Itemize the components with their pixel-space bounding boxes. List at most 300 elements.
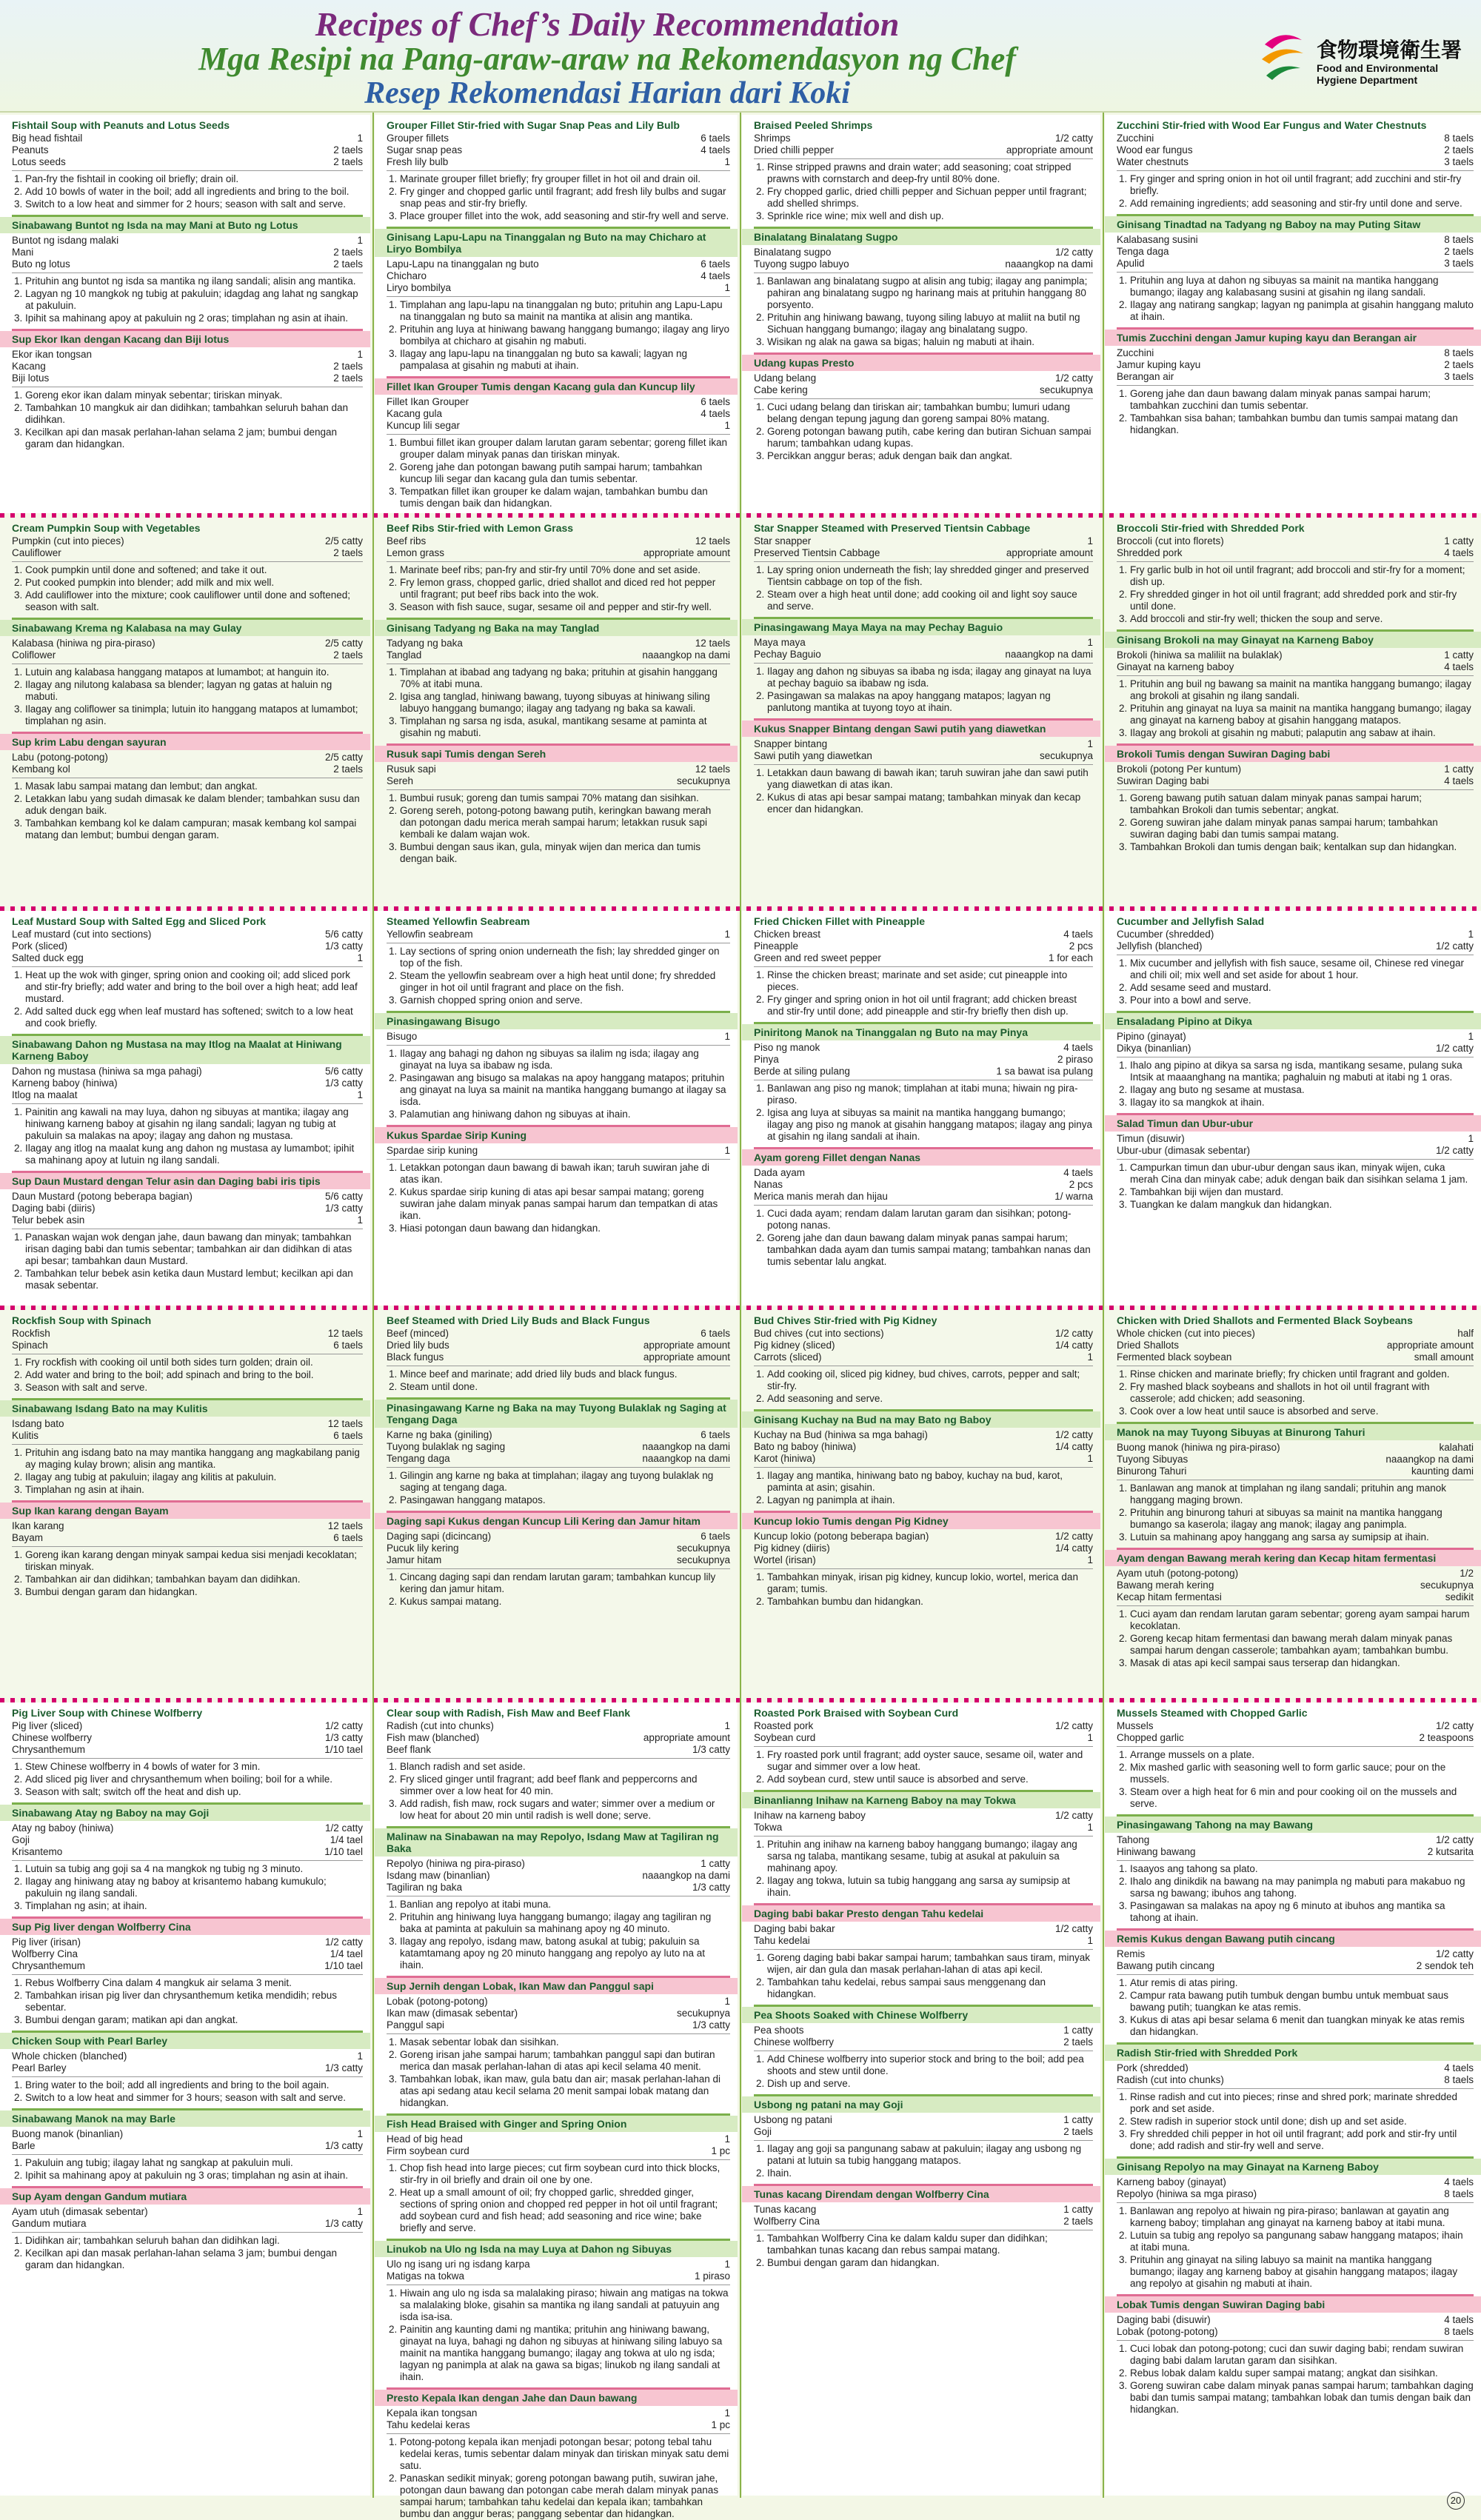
ingredient-name: Fresh lily bulb bbox=[387, 156, 449, 167]
ingredient-list bbox=[1117, 1442, 1474, 1477]
ingredient-list bbox=[12, 235, 363, 270]
ingredient-list bbox=[387, 1720, 730, 1756]
ingredient-row bbox=[754, 2216, 1093, 2227]
method-step: 1. Marinate grouper fillet briefly; fry grouper fillet in hot oil and drain oil. bbox=[400, 173, 730, 185]
ingredient-row bbox=[387, 408, 730, 420]
ingredient-row bbox=[387, 1351, 730, 1363]
recipe-title: Binanlianng Inihaw na Karneng Baboy na may Tokwa bbox=[742, 1792, 1100, 1808]
divider bbox=[387, 561, 730, 562]
method-steps bbox=[1117, 2343, 1474, 2416]
method-steps bbox=[387, 1162, 730, 1234]
recipe-block bbox=[1117, 2042, 1474, 2152]
ingredient-row bbox=[387, 1145, 730, 1157]
ingredient-row bbox=[387, 420, 730, 432]
method-step: 2. Heat up a small amount of oil; fry chopped garlic, shredded ginger, sections of spring onion and chopped red pepper in hot oil until fragrant; add soybean curd and fish head; add seasoning and rice wine; bake briefly and serve. bbox=[400, 2187, 730, 2234]
recipe-title: Sup Ayam dengan Gandum mutiara bbox=[0, 2188, 370, 2205]
recipe-cell bbox=[375, 1310, 738, 1698]
recipe-cell bbox=[742, 1310, 1100, 1698]
ingredient-row bbox=[1117, 1351, 1474, 1363]
ingredient-quantity: 5/6 catty bbox=[324, 1066, 363, 1077]
ingredient-row bbox=[1117, 1328, 1474, 1340]
ingredient-name: Barle bbox=[12, 2140, 36, 2151]
method-step: 1. Heat up the wok with ginger, spring onion and cooking oil; add sliced pork and stir-fry briefly; add water and bring to the boil over a high heat; add leaf mustard. bbox=[25, 969, 363, 1005]
recipe-title: Ginisang Lapu-Lapu na Tinanggalan ng Buto na may Chicharo at Liryo Bombilya bbox=[375, 229, 738, 257]
recipe-block bbox=[12, 215, 363, 324]
ingredient-quantity: secukupnya bbox=[676, 1554, 730, 1565]
method-step: 2. Goreng sereh, potong-potong bawang putih, keringkan bawang merah dan potongan dadu merica merah sampai harum; letakkan rusuk sapi kembali ke dalam wajan wok. bbox=[400, 805, 730, 840]
ingredient-row bbox=[12, 1520, 363, 1532]
ingredient-quantity: 1/2 catty bbox=[324, 1822, 363, 1834]
method-step: 1. Prituhin ang luya at dahon ng sibuyas sa mainit na mantika hanggang bumango; ilagay ang kalabasang susini at gisahin ng ilang sandali. bbox=[1130, 275, 1474, 298]
recipe-title: Ginisang Tadyang ng Baka na may Tanglad bbox=[375, 620, 738, 636]
ingredient-quantity: 2/5 catty bbox=[324, 535, 363, 547]
ingredient-row bbox=[387, 396, 730, 408]
ingredient-row bbox=[12, 349, 363, 361]
method-step: 1. Goreng ikan karang dengan minyak sampai kedua sisi menjadi kecoklatan; tiriskan minyak. bbox=[25, 1549, 363, 1573]
divider bbox=[12, 1444, 363, 1445]
ingredient-quantity: 4 taels bbox=[1444, 661, 1474, 672]
ingredient-row bbox=[1117, 1031, 1474, 1043]
ingredient-list bbox=[12, 1936, 363, 1972]
method-step: 2. Fry sliced ginger until fragrant; add beef flank and peppercorns and simmer over a low heat for 40 min. bbox=[400, 1774, 730, 1797]
divider bbox=[387, 1045, 730, 1046]
method-steps bbox=[1117, 564, 1474, 625]
method-step: 1. Cuci udang belang dan tiriskan air; tambahkan bumbu; lumuri udang belang dengan tepung jagung dan goreng sampai 80% matang. bbox=[767, 401, 1093, 425]
ingredient-row bbox=[754, 1328, 1093, 1340]
recipe-block bbox=[12, 732, 363, 841]
method-steps bbox=[12, 390, 363, 450]
ingredient-list bbox=[387, 2259, 730, 2282]
ingredient-row bbox=[12, 1214, 363, 1226]
recipe-block bbox=[754, 352, 1093, 462]
ingredient-name: Berde at siling pulang bbox=[754, 1066, 850, 1077]
ingredient-row bbox=[1117, 649, 1474, 661]
method-step: 3. Switch to a low heat and simmer for 2 hours; season with salt and serve. bbox=[25, 198, 363, 210]
ingredient-name: Star snapper bbox=[754, 535, 812, 547]
ingredient-row bbox=[1117, 1720, 1474, 1732]
ingredient-quantity: appropriate amount bbox=[643, 1340, 730, 1351]
ingredient-quantity: 1 bbox=[357, 235, 363, 246]
ingredient-quantity: 1/4 catty bbox=[1054, 1340, 1093, 1351]
recipe-block bbox=[387, 1976, 730, 2109]
method-step: 3. Ilagay ang repolyo, isdang maw, batong asukal at tubig; pakuluin sa katamtamang apoy ng 20 minuto hanggang ang repolyo ay luto na at ihain. bbox=[400, 1936, 730, 1971]
department-name-line-1: Food and Environmental bbox=[1317, 62, 1439, 74]
method-step: 2. Steam the yellowfin seabream over a high heat until done; fry shredded ginger in hot oil until fragrant and place on the fish. bbox=[400, 970, 730, 994]
ingredient-row bbox=[754, 1054, 1093, 1066]
ingredient-name: Inihaw na karneng baboy bbox=[754, 1810, 866, 1821]
method-step: 1. Lay spring onion underneath the fish; lay shredded ginger and preserved Tientsin cabbage on top of the fish. bbox=[767, 564, 1093, 588]
method-step: 3. Kukus di atas api besar selama 6 menit dan tuangkan minyak ke atas remis dan hidangkan. bbox=[1130, 2014, 1474, 2038]
ingredient-list bbox=[1117, 535, 1474, 559]
ingredient-name: Black fungus bbox=[387, 1351, 444, 1363]
ingredient-row bbox=[12, 1066, 363, 1077]
ingredient-list bbox=[1117, 2176, 1474, 2200]
recipe-block bbox=[754, 119, 1093, 222]
method-steps bbox=[12, 2235, 363, 2271]
method-step: 3. Tambahkan Brokoli dan tumis dengan baik; kentalkan sup dan hidangkan. bbox=[1130, 841, 1474, 853]
recipe-block bbox=[1117, 743, 1474, 853]
method-step: 2. Fry mashed black soybeans and shallots in hot oil until fragrant with casserole; add chicken; add seasoning. bbox=[1130, 1381, 1474, 1405]
recipe-title: Rockfish Soup with Spinach bbox=[12, 1314, 152, 1326]
method-step: 3. Bumbui dengan garam dan hidangkan. bbox=[25, 1586, 363, 1598]
method-steps bbox=[12, 1761, 363, 1798]
ingredient-quantity: 3 taels bbox=[1444, 258, 1474, 269]
method-step: 1. Bumbui fillet ikan grouper dalam larutan garam sebentar; goreng fillet ikan grouper dalam minyak panas dan tiriskan minyak. bbox=[400, 437, 730, 461]
method-steps bbox=[12, 1231, 363, 1291]
ingredient-list bbox=[387, 1858, 730, 1894]
ingredient-row bbox=[387, 258, 730, 270]
ingredient-quantity: 6 taels bbox=[701, 1328, 730, 1339]
ingredient-list bbox=[387, 1531, 730, 1566]
ingredient-name: Chopped garlic bbox=[1117, 1732, 1184, 1743]
ingredient-name: Nanas bbox=[754, 1179, 783, 1190]
ingredient-quantity: 6 taels bbox=[701, 396, 730, 407]
method-step: 3. Pasingawan sa malakas na apoy ng 6 minuto at ibuhos ang mantika sa tahong at ihain. bbox=[1130, 1900, 1474, 1924]
ingredient-list bbox=[1117, 347, 1474, 383]
method-step: 3. Timplahan ng sarsa ng isda, asukal, mantikang sesame at paminta at gisahin ng mabuti. bbox=[400, 715, 730, 739]
ingredient-quantity: 8 taels bbox=[1444, 2188, 1474, 2199]
method-step: 2. Steam until done. bbox=[400, 1381, 730, 1393]
ingredient-row bbox=[1117, 347, 1474, 359]
ingredient-row bbox=[387, 282, 730, 294]
ingredient-quantity: 1/4 tael bbox=[330, 1948, 363, 1959]
ingredient-row bbox=[12, 235, 363, 247]
ingredient-row bbox=[12, 535, 363, 547]
ingredient-row bbox=[754, 940, 1093, 952]
ingredient-row bbox=[12, 638, 363, 649]
method-step: 1. Bring water to the boil; add all ingredients and bring to the boil again. bbox=[25, 2079, 363, 2091]
ingredient-row bbox=[12, 649, 363, 661]
ingredient-row bbox=[1117, 2314, 1474, 2326]
ingredient-quantity: 2 taels bbox=[333, 372, 363, 384]
ingredient-name: Kacang gula bbox=[387, 408, 443, 419]
recipe-block bbox=[1117, 214, 1474, 323]
recipe-title: Fried Chicken Fillet with Pineapple bbox=[754, 915, 926, 927]
ingredient-list bbox=[12, 1328, 363, 1351]
recipe-block bbox=[12, 2108, 363, 2182]
ingredient-name: Pineapple bbox=[754, 940, 799, 952]
recipe-title: Kukus Spardae Sirip Kuning bbox=[375, 1127, 738, 1143]
ingredient-row bbox=[754, 952, 1093, 964]
method-steps bbox=[754, 1368, 1093, 1405]
ingredient-name: Bato ng baboy (hiniwa) bbox=[754, 1441, 857, 1452]
ingredient-name: Dada ayam bbox=[754, 1167, 806, 1178]
ingredient-quantity: 4 taels bbox=[1444, 2314, 1474, 2325]
ingredient-name: Kuncup lokio (potong beberapa bagian) bbox=[754, 1531, 929, 1542]
ingredient-quantity: 1/2 catty bbox=[324, 1936, 363, 1948]
recipe-title: Sup Ekor Ikan dengan Kacang dan Biji lotus bbox=[0, 331, 370, 347]
method-steps bbox=[754, 969, 1093, 1017]
recipe-block bbox=[387, 119, 730, 222]
method-step: 2. Prituhin ang binurong tahuri at sibuyas sa mainit na mantika hanggang bumango sa kaserola; ilagay ang manok; ilagay ang panimpla. bbox=[1130, 1507, 1474, 1531]
ingredient-name: Bawang merah kering bbox=[1117, 1580, 1214, 1591]
ingredient-name: Ikan maw (dimasak sebentar) bbox=[387, 2008, 518, 2019]
ingredient-name: Jamur kuping kayu bbox=[1117, 359, 1201, 370]
recipe-title: Fish Head Braised with Ginger and Spring Onion bbox=[375, 2116, 738, 2132]
ingredient-name: Tuyong bulaklak ng saging bbox=[387, 1441, 506, 1452]
ingredient-row bbox=[387, 2019, 730, 2031]
method-step: 2. Fry shredded ginger in hot oil until fragrant; add shredded pork and stir-fry until done. bbox=[1130, 589, 1474, 612]
recipe-block bbox=[12, 2031, 363, 2104]
ingredient-name: Udang belang bbox=[754, 372, 817, 384]
ingredient-quantity: 1 bbox=[724, 1031, 730, 1042]
ingredient-list bbox=[754, 1720, 1093, 1744]
ingredient-quantity: appropriate amount bbox=[1386, 1340, 1474, 1351]
recipe-title: Leaf Mustard Soup with Salted Egg and Sliced Pork bbox=[12, 915, 267, 927]
method-steps bbox=[754, 2053, 1093, 2090]
divider bbox=[12, 1860, 363, 1861]
ingredient-row bbox=[1117, 144, 1474, 156]
ingredient-name: Pea shoots bbox=[754, 2025, 804, 2036]
ingredient-row bbox=[12, 1430, 363, 1442]
ingredient-row bbox=[1117, 1846, 1474, 1858]
ingredient-row bbox=[387, 2270, 730, 2282]
ingredient-quantity: 6 taels bbox=[701, 258, 730, 270]
divider bbox=[754, 1467, 1093, 1468]
ingredient-quantity: 1 bbox=[1468, 929, 1474, 940]
ingredient-quantity: 1 for each bbox=[1048, 952, 1093, 963]
method-step: 1. Banlawan ang repolyo at hiwain ng pira-piraso; banlawan at gayatin ang karneng baboy; timplahan ang ginayat na karneng baboy at itabi muna. bbox=[1130, 2205, 1474, 2229]
ingredient-row bbox=[12, 1834, 363, 1846]
ingredient-name: Kacang bbox=[12, 361, 46, 372]
method-step: 1. Prituhin ang isdang bato na may mantika hanggang ang magkabilang panig ay maging kulay brown; alisin ang mantika. bbox=[25, 1447, 363, 1471]
ingredient-row bbox=[1117, 2326, 1474, 2338]
method-step: 1. Cincang daging sapi dan rendam larutan garam; tambahkan kuncup lily kering dan jamur hitam. bbox=[400, 1571, 730, 1595]
ingredient-name: Gandum mutiara bbox=[12, 2218, 87, 2229]
method-steps bbox=[387, 299, 730, 372]
method-step: 2. Ilagay ang tokwa, lutuin sa tubig hanggang ang sarsa ay sumipsip at ihain. bbox=[767, 1875, 1093, 1899]
ingredient-name: Goji bbox=[12, 1834, 30, 1845]
method-steps bbox=[387, 2162, 730, 2234]
ingredient-quantity: 1/3 catty bbox=[324, 1732, 363, 1743]
method-steps bbox=[12, 1549, 363, 1598]
recipe-cell bbox=[1105, 518, 1481, 906]
ingredient-row bbox=[754, 1453, 1093, 1465]
ingredient-quantity: 1 bbox=[724, 2407, 730, 2419]
method-step: 1. Fry garlic bulb in hot oil until fragrant; add broccoli and stir-fry for a moment; dish up. bbox=[1130, 564, 1474, 588]
ingredient-list bbox=[12, 535, 363, 559]
ingredient-name: Karot (hiniwa) bbox=[754, 1453, 816, 1464]
recipe-block bbox=[387, 522, 730, 613]
method-step: 2. Prituhin ang hiniwang luya hanggang bumango; ilagay ang tagiliran ng baka at paminta at pakuluin sa mahinang apoy ng 40 minuto. bbox=[400, 1911, 730, 1935]
ingredient-row bbox=[387, 1870, 730, 1882]
recipe-block bbox=[754, 718, 1093, 815]
ingredient-row bbox=[387, 775, 730, 787]
method-step: 3. Tambahkan lobak, ikan maw, gula batu dan air; masak perlahan-lahan di atas api sedang atau kecil selama 20 menit sampai lobak matang dan hidangkan. bbox=[400, 2073, 730, 2109]
recipe-block bbox=[754, 2094, 1093, 2179]
method-step: 1. Stew Chinese wolfberry in 4 bowls of water for 3 min. bbox=[25, 1761, 363, 1773]
ingredient-name: Leaf mustard (cut into sections) bbox=[12, 929, 152, 940]
ingredient-name: Pig liver (sliced) bbox=[12, 1720, 83, 1731]
ingredient-quantity: 5/6 catty bbox=[324, 929, 363, 940]
divider bbox=[1117, 789, 1474, 790]
ingredient-row bbox=[12, 144, 363, 156]
ingredient-list bbox=[754, 1167, 1093, 1203]
method-steps bbox=[754, 1749, 1093, 1785]
title-indonesian: Resep Rekomendasi Harian dari Koki bbox=[364, 76, 850, 110]
ingredient-quantity: 1 piraso bbox=[694, 2270, 730, 2282]
ingredient-name: Chinese wolfberry bbox=[754, 2036, 835, 2048]
ingredient-row bbox=[387, 1858, 730, 1870]
method-step: 3. Ilagay ang brokoli at gisahin ng mabuti; palaputin ang sabaw at ihain. bbox=[1130, 727, 1474, 739]
method-step: 3. Ilagay ito sa mangkok at ihain. bbox=[1130, 1097, 1474, 1109]
method-step: 1. Rinse the chicken breast; marinate and set aside; cut pineapple into pieces. bbox=[767, 969, 1093, 993]
ingredient-quantity: 1 bbox=[724, 1996, 730, 2007]
ingredient-name: Binalatang sugpo bbox=[754, 247, 832, 258]
method-step: 3. Ilagay ang lapu-lapu na tinanggalan ng buto sa kawali; lagyan ng pampalasa at gisahin ng mabuti at ihain. bbox=[400, 348, 730, 372]
method-step: 2. Goreng potongan bawang putih, cabe kering dan butiran Sichuan sampai harum; tambahkan udang kupas. bbox=[767, 426, 1093, 449]
ingredient-row bbox=[754, 929, 1093, 940]
method-step: 2. Kukus di atas api besar sampai matang; tambahkan minyak dan kecap encer dan hidangkan. bbox=[767, 792, 1093, 815]
ingredient-list bbox=[754, 929, 1093, 964]
ingredient-quantity: naaangkop na dami bbox=[642, 1870, 730, 1881]
divider bbox=[754, 1949, 1093, 1950]
ingredient-name: Big head fishtail bbox=[12, 133, 83, 144]
ingredient-name: Beef flank bbox=[387, 1744, 432, 1755]
ingredient-quantity: secukupnya bbox=[676, 2008, 730, 2019]
ingredient-row bbox=[12, 1948, 363, 1960]
ingredient-name: Shredded pork bbox=[1117, 547, 1183, 558]
method-step: 1. Atur remis di atas piring. bbox=[1130, 1977, 1474, 1989]
method-step: 3. Add radish, fish maw, rock sugars and water; simmer over a medium or low heat for about 20 min until radish is well done; serve. bbox=[400, 1798, 730, 1822]
ingredient-row bbox=[1117, 1043, 1474, 1055]
recipe-block bbox=[754, 1707, 1093, 1785]
ingredient-list bbox=[1117, 1031, 1474, 1055]
recipe-title: Steamed Yellowfin Seabream bbox=[387, 915, 530, 927]
ingredient-quantity: kalahati bbox=[1439, 1442, 1474, 1453]
ingredient-quantity: 6 taels bbox=[701, 133, 730, 144]
ingredient-row bbox=[12, 1418, 363, 1430]
ingredient-quantity: 1/3 catty bbox=[324, 2140, 363, 2151]
ingredient-quantity: 1 catty bbox=[1063, 2025, 1093, 2036]
ingredient-row bbox=[12, 2128, 363, 2140]
recipe-block bbox=[1117, 1928, 1474, 2038]
ingredient-name: Ayam utuh (potong-potong) bbox=[1117, 1568, 1239, 1579]
ingredient-name: Pig kidney (diiris) bbox=[754, 1543, 830, 1554]
method-steps bbox=[387, 1571, 730, 1608]
ingredient-name: Whole chicken (cut into pieces) bbox=[1117, 1328, 1255, 1339]
ingredient-name: Coliflower bbox=[12, 649, 56, 661]
ingredient-name: Suwiran Daging babi bbox=[1117, 775, 1209, 786]
ingredient-row bbox=[1117, 2176, 1474, 2188]
ingredient-quantity: 2 taels bbox=[1444, 359, 1474, 370]
ingredient-name: Kuncup lili segar bbox=[387, 420, 461, 431]
ingredient-name: Buto ng lotus bbox=[12, 258, 70, 270]
ingredient-quantity: 6 taels bbox=[333, 1430, 363, 1441]
ingredient-name: Ulo ng isang uri ng isdang karpa bbox=[387, 2259, 530, 2270]
recipe-block bbox=[387, 1511, 730, 1608]
ingredient-name: Pig liver (irisan) bbox=[12, 1936, 81, 1948]
ingredient-quantity: naaangkop na dami bbox=[1385, 1454, 1474, 1465]
ingredient-name: Karne ng baka (giniling) bbox=[387, 1429, 492, 1440]
recipe-title: Daging babi bakar Presto dengan Tahu kedelai bbox=[742, 1905, 1100, 1922]
method-step: 2. Add salted duck egg when leaf mustard has softened; switch to a low heat and cook briefly. bbox=[25, 1006, 363, 1029]
ingredient-quantity: 1 bbox=[1087, 1453, 1093, 1464]
ingredient-name: Labu (potong-potong) bbox=[12, 752, 108, 763]
method-step: 2. Igisa ang tanglad, hiniwang bawang, tuyong sibuyas at hiniwang siling labuyo hanggang bumango; ilagay ang tadyang ng baka sa kawali. bbox=[400, 691, 730, 715]
ingredient-quantity: 4 taels bbox=[1063, 1042, 1093, 1053]
ingredient-name: Broccoli (cut into florets) bbox=[1117, 535, 1224, 547]
ingredient-row bbox=[12, 763, 363, 775]
method-step: 1. Banlawan ang piso ng manok; timplahan at itabi muna; hiwain ng pira-piraso. bbox=[767, 1083, 1093, 1106]
ingredient-quantity: 1/2 catty bbox=[1054, 1328, 1093, 1339]
ingredient-list bbox=[754, 1429, 1093, 1465]
ingredient-list bbox=[1117, 2314, 1474, 2338]
recipe-cell bbox=[375, 911, 738, 1306]
method-step: 1. Goreng ekor ikan dalam minyak sebentar; tiriskan minyak. bbox=[25, 390, 363, 401]
ingredient-quantity: 1/4 catty bbox=[1054, 1441, 1093, 1452]
ingredient-row bbox=[12, 2051, 363, 2062]
ingredient-quantity: 2 taels bbox=[1444, 246, 1474, 257]
recipe-block bbox=[387, 1125, 730, 1234]
method-steps bbox=[754, 161, 1093, 222]
recipe-block bbox=[754, 1022, 1093, 1143]
ingredient-quantity: 1 catty bbox=[1063, 2204, 1093, 2215]
ingredient-quantity: 4 taels bbox=[1063, 1167, 1093, 1178]
divider bbox=[1117, 385, 1474, 386]
ingredient-row bbox=[1117, 940, 1474, 952]
method-step: 2. Tambahkan telur bebek asin ketika daun Mustard lembut; kecilkan api dan masak sebentar. bbox=[25, 1268, 363, 1291]
method-step: 1. Ilagay ang bahagi ng dahon ng sibuyas sa ilalim ng isda; ilagay ang ginayat na luya sa ibabaw ng isda. bbox=[400, 1048, 730, 1072]
method-step: 2. Lagyan ng panimpla at ihain. bbox=[767, 1494, 1093, 1506]
divider bbox=[387, 789, 730, 790]
ingredient-quantity: 2 taels bbox=[333, 144, 363, 156]
ingredient-name: Pinya bbox=[754, 1054, 779, 1065]
method-step: 1. Prituhin ang buntot ng isda sa mantika ng ilang sandali; alisin ang mantika. bbox=[25, 275, 363, 287]
ingredient-row bbox=[1117, 929, 1474, 940]
ingredient-list bbox=[387, 1328, 730, 1363]
department-name-line-2: Hygiene Department bbox=[1317, 74, 1418, 86]
ingredient-name: Dried chilli pepper bbox=[754, 144, 835, 156]
ingredient-quantity: 1 bbox=[357, 133, 363, 144]
ingredient-row bbox=[387, 2008, 730, 2019]
recipe-block bbox=[12, 618, 363, 727]
ingredient-row bbox=[754, 1810, 1093, 1822]
recipe-block bbox=[754, 1790, 1093, 1899]
ingredient-list bbox=[1117, 649, 1474, 673]
ingredient-name: Isdang maw (binanlian) bbox=[387, 1870, 490, 1881]
divider bbox=[754, 1568, 1093, 1569]
divider bbox=[754, 398, 1093, 399]
recipe-title: Remis Kukus dengan Bawang putih cincang bbox=[1105, 1931, 1481, 1947]
method-step: 1. Timplahan ang lapu-lapu na tinanggalan ng buto; prituhin ang Lapu-Lapu na tinanggalan ng buto sa mainit na mantika at alisin ang mantika. bbox=[400, 299, 730, 323]
ingredient-row bbox=[12, 547, 363, 559]
ingredient-quantity: 1 bbox=[1087, 1822, 1093, 1833]
recipe-title: Mussels Steamed with Chopped Garlic bbox=[1117, 1707, 1308, 1719]
ingredient-quantity: 1/2 catty bbox=[1435, 1720, 1474, 1731]
ingredient-quantity: 4 taels bbox=[1444, 775, 1474, 786]
ingredient-list bbox=[1117, 763, 1474, 787]
ingredient-quantity: 1 sa bawat isa pulang bbox=[996, 1066, 1093, 1077]
ingredient-list bbox=[12, 929, 363, 964]
divider bbox=[1117, 675, 1474, 676]
ingredient-row bbox=[754, 1531, 1093, 1543]
ingredient-name: Spardae sirip kuning bbox=[387, 1145, 478, 1156]
method-steps bbox=[1117, 1162, 1474, 1211]
ingredient-quantity: naaangkop na dami bbox=[1005, 649, 1093, 660]
ingredient-list bbox=[387, 133, 730, 168]
method-step: 2. Fry chopped garlic, dried chilli pepper and Sichuan pepper until fragrant; add shelled shrimps. bbox=[767, 186, 1093, 210]
recipe-block bbox=[387, 618, 730, 739]
method-step: 1. Painitin ang kawali na may luya, dahon ng sibuyas at mantika; ilagay ang hiniwang karneng baboy at gisahin ng ilang sandali; lagyan ng tubig at pakuluin sa malakas na apoy; ilagay ang dahon ng mustasa. bbox=[25, 1106, 363, 1142]
ingredient-name: Hiniwang bawang bbox=[1117, 1846, 1196, 1857]
method-steps bbox=[12, 1357, 363, 1394]
method-step: 1. Fry rockfish with cooking oil until both sides turn golden; drain oil. bbox=[25, 1357, 363, 1368]
ingredient-name: Telur bebek asin bbox=[12, 1214, 85, 1226]
ingredient-quantity: 1/2 catty bbox=[1054, 1720, 1093, 1731]
ingredient-quantity: 1 catty bbox=[701, 1858, 730, 1869]
ingredient-quantity: 1/2 catty bbox=[1054, 133, 1093, 144]
